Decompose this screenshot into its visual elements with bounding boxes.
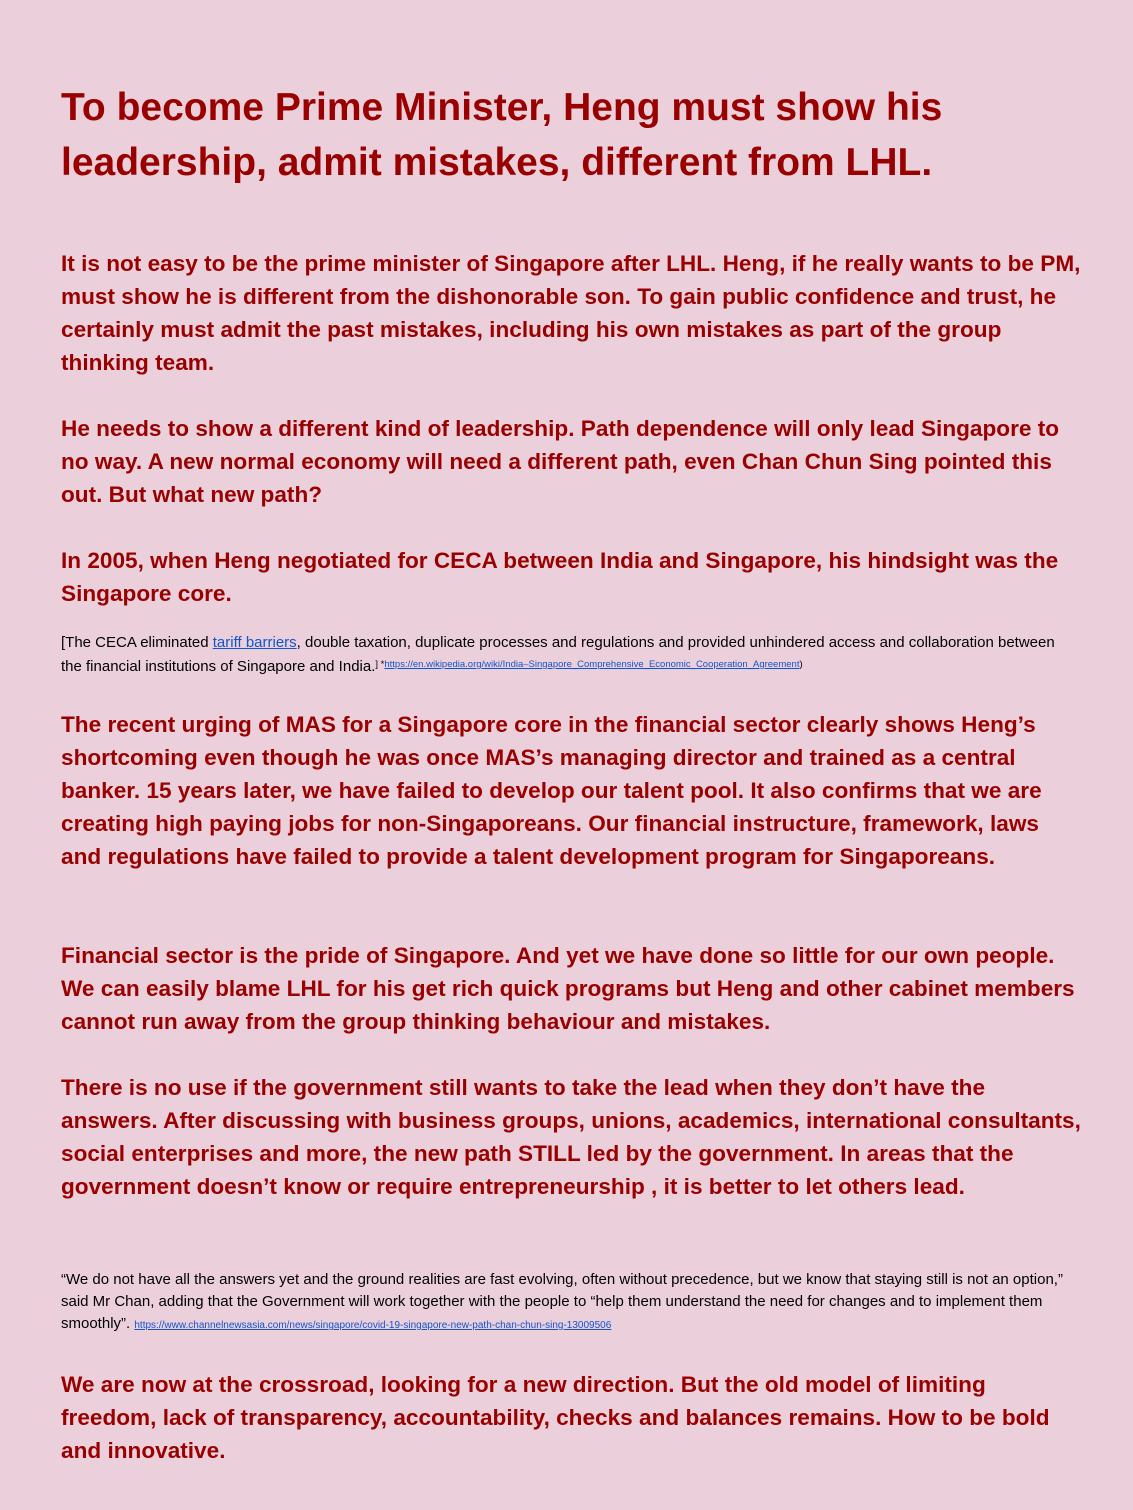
paragraph-7: We are now at the crossroad, looking for a new direction. But the old model of limiting freedom, lack of transparency, accountability, checks and balances remains. How to be bold and innovative. [61,1372,1050,1463]
ceca-note-marker: ] * [375,659,385,670]
wikipedia-source-link[interactable]: https://en.wikipedia.org/wiki/India–Singapore_Comprehensive_Economic_Cooperation_Agreement [384,659,800,670]
paragraph-3: In 2005, when Heng negotiated for CECA between India and Singapore, his hindsight was the Singapore core. [61,548,1059,606]
ceca-note-text: , double taxation, duplicate processes and regulations and provided unhindered access and collaboration between the financial institutions of Singapore and India. [61,634,1055,675]
ceca-note-prefix: [The CECA eliminated [61,634,213,651]
chan-quote: “We do not have all the answers yet and the ground realities are fast evolving, often without precedence, but we know that staying still is not an option,” said Mr Chan, adding that the Government will work together with the people to “help them understand the need for changes and to implement them smoothly”. [61,1271,1063,1332]
paragraph-2: He needs to show a different kind of leadership. Path dependence will only lead Singapore to no way. A new normal economy will need a different path, even Chan Chun Sing pointed this out. But what new path? [61,416,1060,507]
paragraph-6: There is no use if the government still wants to take the lead when they don’t have the answers. After discussing with business groups, unions, academics, international consultants, social enterprises and more, the new path STILL led by the government. In areas that the government doesn’t know or require entrepreneurship , it is better to let others lead. [61,1075,1081,1199]
ceca-note-suffix: ) [799,659,803,670]
cna-source-link[interactable]: https://www.channelnewsasia.com/news/singapore/covid-19-singapore-new-path-chan-chun-sing-13009506 [134,1320,612,1331]
quote-note [61,1269,1076,1337]
paragraph-4: The recent urging of MAS for a Singapore core in the financial sector clearly shows Heng’s shortcoming even though he was once MAS’s managing director and trained as a central banker. 15 years later, we have failed to develop our talent pool. It also confirms that we are creating high paying jobs for non-Singaporeans. Our financial instructure, framework, laws and regulations have failed to provide a talent development program for Singaporeans. [61,712,1042,869]
paragraph-5: Financial sector is the pride of Singapore. And yet we have done so little for our own people. We can easily blame LHL for his get rich quick programs but Heng and other cabinet members cannot run away from the group thinking behaviour and mistakes. [61,943,1075,1034]
tariff-barriers-link[interactable]: tariff barriers [212,634,297,651]
ceca-note [61,632,1076,678]
article-title: To become Prime Minister, Heng must show his leadership, admit mistakes, different from LHL. [61,86,943,184]
paragraph-1: It is not easy to be the prime minister of Singapore after LHL. Heng, if he really wants to be PM, must show he is different from the dishonorable son. To gain public confidence and trust, he certainly must admit the past mistakes, including his own mistakes as part of the group thinking team. [61,251,1081,375]
